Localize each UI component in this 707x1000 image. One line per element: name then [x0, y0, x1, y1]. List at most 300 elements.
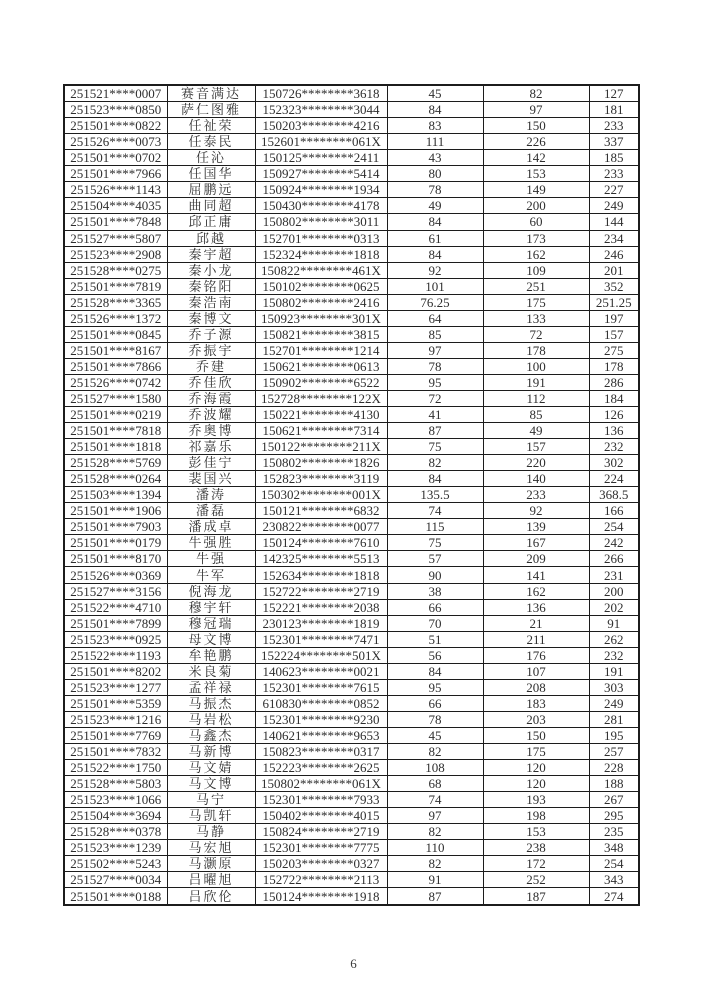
cell-candidate-no: 251501****8202 — [64, 663, 167, 679]
page-number: 6 — [350, 956, 357, 971]
cell-id-number: 150302********001X — [255, 487, 387, 503]
cell-name: 马宁 — [167, 792, 255, 808]
cell-score-2: 85 — [483, 407, 589, 423]
cell-candidate-no: 251501****0188 — [64, 888, 167, 905]
cell-score-1: 75 — [387, 535, 483, 551]
cell-candidate-no: 251501****7819 — [64, 278, 167, 294]
cell-candidate-no: 251501****5359 — [64, 695, 167, 711]
cell-total-score: 343 — [589, 872, 639, 888]
cell-candidate-no: 251527****0034 — [64, 872, 167, 888]
cell-id-number: 150122********211X — [255, 439, 387, 455]
table-row — [64, 535, 639, 551]
cell-score-2: 120 — [483, 776, 589, 792]
cell-name: 牟艳鹏 — [167, 647, 255, 663]
cell-score-2: 175 — [483, 294, 589, 310]
cell-total-score: 195 — [589, 727, 639, 743]
cell-id-number: 142325********5513 — [255, 551, 387, 567]
cell-name: 孟祥禄 — [167, 679, 255, 695]
table-row — [64, 872, 639, 888]
cell-candidate-no: 251526****1372 — [64, 310, 167, 326]
table-row — [64, 519, 639, 535]
cell-score-1: 84 — [387, 246, 483, 262]
cell-name: 屈鹏远 — [167, 182, 255, 198]
cell-name: 潘磊 — [167, 503, 255, 519]
table-row — [64, 711, 639, 727]
cell-id-number: 150121********6832 — [255, 503, 387, 519]
cell-name: 秦铭阳 — [167, 278, 255, 294]
cell-score-2: 21 — [483, 615, 589, 631]
table-row — [64, 246, 639, 262]
cell-id-number: 152728********122X — [255, 390, 387, 406]
cell-name: 乔佳欣 — [167, 374, 255, 390]
table-row — [64, 198, 639, 214]
cell-score-1: 85 — [387, 326, 483, 342]
cell-score-2: 193 — [483, 792, 589, 808]
cell-total-score: 267 — [589, 792, 639, 808]
cell-score-2: 82 — [483, 85, 589, 102]
cell-id-number: 150125********2411 — [255, 150, 387, 166]
cell-score-2: 178 — [483, 342, 589, 358]
table-row — [64, 679, 639, 695]
cell-name: 乔奥博 — [167, 423, 255, 439]
cell-total-score: 191 — [589, 663, 639, 679]
table-row — [64, 294, 639, 310]
cell-score-1: 56 — [387, 647, 483, 663]
cell-score-1: 97 — [387, 808, 483, 824]
cell-score-1: 45 — [387, 727, 483, 743]
table-row — [64, 342, 639, 358]
cell-id-number: 150726********3618 — [255, 85, 387, 102]
cell-score-2: 176 — [483, 647, 589, 663]
cell-id-number: 150823********0317 — [255, 744, 387, 760]
cell-score-2: 112 — [483, 390, 589, 406]
cell-total-score: 303 — [589, 679, 639, 695]
cell-score-1: 38 — [387, 583, 483, 599]
table-row — [64, 85, 639, 102]
cell-score-2: 149 — [483, 182, 589, 198]
cell-total-score: 227 — [589, 182, 639, 198]
cell-candidate-no: 251526****1143 — [64, 182, 167, 198]
cell-candidate-no: 251501****7866 — [64, 358, 167, 374]
cell-score-2: 226 — [483, 134, 589, 150]
cell-candidate-no: 251526****0742 — [64, 374, 167, 390]
cell-candidate-no: 251501****1906 — [64, 503, 167, 519]
cell-score-1: 74 — [387, 792, 483, 808]
cell-score-1: 66 — [387, 695, 483, 711]
cell-id-number: 150203********0327 — [255, 856, 387, 872]
cell-score-2: 150 — [483, 118, 589, 134]
table-row — [64, 150, 639, 166]
cell-candidate-no: 251504****3694 — [64, 808, 167, 824]
cell-score-1: 49 — [387, 198, 483, 214]
cell-total-score: 233 — [589, 118, 639, 134]
table-row — [64, 503, 639, 519]
cell-name: 乔波耀 — [167, 407, 255, 423]
table-row — [64, 792, 639, 808]
cell-id-number: 152223********2625 — [255, 760, 387, 776]
cell-candidate-no: 251523****0925 — [64, 631, 167, 647]
cell-id-number: 152224********501X — [255, 647, 387, 663]
cell-name: 牛军 — [167, 567, 255, 583]
cell-total-score: 181 — [589, 102, 639, 118]
cell-total-score: 232 — [589, 647, 639, 663]
cell-candidate-no: 251521****0007 — [64, 85, 167, 102]
cell-score-1: 66 — [387, 599, 483, 615]
table-row — [64, 744, 639, 760]
cell-score-1: 84 — [387, 102, 483, 118]
cell-name: 马文婧 — [167, 760, 255, 776]
cell-name: 赛音满达 — [167, 85, 255, 102]
cell-name: 秦小龙 — [167, 262, 255, 278]
cell-total-score: 144 — [589, 214, 639, 230]
cell-name: 秦博文 — [167, 310, 255, 326]
cell-candidate-no: 251528****0275 — [64, 262, 167, 278]
cell-score-1: 111 — [387, 134, 483, 150]
cell-score-1: 64 — [387, 310, 483, 326]
cell-total-score: 246 — [589, 246, 639, 262]
cell-score-1: 75 — [387, 439, 483, 455]
cell-score-1: 135.5 — [387, 487, 483, 503]
cell-score-2: 209 — [483, 551, 589, 567]
cell-id-number: 150822********461X — [255, 262, 387, 278]
cell-total-score: 251.25 — [589, 294, 639, 310]
cell-candidate-no: 251501****8170 — [64, 551, 167, 567]
cell-candidate-no: 251523****1216 — [64, 711, 167, 727]
cell-total-score: 302 — [589, 455, 639, 471]
cell-id-number: 140621********9653 — [255, 727, 387, 743]
cell-total-score: 274 — [589, 888, 639, 905]
cell-name: 祁嘉乐 — [167, 439, 255, 455]
table-row — [64, 551, 639, 567]
cell-total-score: 231 — [589, 567, 639, 583]
cell-score-2: 100 — [483, 358, 589, 374]
cell-id-number: 152722********2113 — [255, 872, 387, 888]
cell-id-number: 150824********2719 — [255, 824, 387, 840]
cell-name: 邱正庸 — [167, 214, 255, 230]
cell-score-1: 84 — [387, 471, 483, 487]
cell-total-score: 200 — [589, 583, 639, 599]
cell-id-number: 150923********301X — [255, 310, 387, 326]
cell-id-number: 150927********5414 — [255, 166, 387, 182]
cell-candidate-no: 251501****0219 — [64, 407, 167, 423]
cell-name: 马静 — [167, 824, 255, 840]
table-row — [64, 278, 639, 294]
table-row — [64, 455, 639, 471]
table-row — [64, 824, 639, 840]
table-row — [64, 182, 639, 198]
cell-id-number: 610830********0852 — [255, 695, 387, 711]
cell-score-1: 82 — [387, 824, 483, 840]
cell-candidate-no: 251523****2908 — [64, 246, 167, 262]
cell-score-1: 108 — [387, 760, 483, 776]
cell-name: 米良菊 — [167, 663, 255, 679]
cell-total-score: 91 — [589, 615, 639, 631]
table-row — [64, 118, 639, 134]
cell-name: 裴国兴 — [167, 471, 255, 487]
cell-score-2: 208 — [483, 679, 589, 695]
cell-total-score: 286 — [589, 374, 639, 390]
table-row — [64, 374, 639, 390]
table-row — [64, 439, 639, 455]
cell-id-number: 140623********0021 — [255, 663, 387, 679]
cell-id-number: 152722********2719 — [255, 583, 387, 599]
table-row — [64, 326, 639, 342]
cell-candidate-no: 251522****4710 — [64, 599, 167, 615]
cell-score-1: 78 — [387, 711, 483, 727]
cell-name: 邱越 — [167, 230, 255, 246]
cell-id-number: 150203********4216 — [255, 118, 387, 134]
cell-candidate-no: 251501****0179 — [64, 535, 167, 551]
cell-id-number: 150902********6522 — [255, 374, 387, 390]
table-row — [64, 599, 639, 615]
cell-score-2: 198 — [483, 808, 589, 824]
cell-candidate-no: 251523****1277 — [64, 679, 167, 695]
cell-total-score: 233 — [589, 166, 639, 182]
cell-total-score: 254 — [589, 519, 639, 535]
cell-score-2: 109 — [483, 262, 589, 278]
cell-total-score: 166 — [589, 503, 639, 519]
cell-candidate-no: 251523****1066 — [64, 792, 167, 808]
cell-candidate-no: 251528****0378 — [64, 824, 167, 840]
cell-candidate-no: 251522****1193 — [64, 647, 167, 663]
cell-score-1: 115 — [387, 519, 483, 535]
cell-score-2: 153 — [483, 166, 589, 182]
cell-total-score: 127 — [589, 85, 639, 102]
cell-score-2: 238 — [483, 840, 589, 856]
cell-score-2: 49 — [483, 423, 589, 439]
cell-id-number: 150821********3815 — [255, 326, 387, 342]
cell-score-1: 87 — [387, 423, 483, 439]
cell-id-number: 152301********7615 — [255, 679, 387, 695]
cell-score-2: 150 — [483, 727, 589, 743]
cell-score-2: 133 — [483, 310, 589, 326]
cell-id-number: 230822********0077 — [255, 519, 387, 535]
cell-score-2: 211 — [483, 631, 589, 647]
cell-score-2: 187 — [483, 888, 589, 905]
cell-id-number: 150402********4015 — [255, 808, 387, 824]
cell-candidate-no: 251526****0073 — [64, 134, 167, 150]
cell-score-1: 41 — [387, 407, 483, 423]
cell-score-1: 92 — [387, 262, 483, 278]
cell-score-1: 84 — [387, 663, 483, 679]
cell-score-1: 57 — [387, 551, 483, 567]
cell-score-2: 141 — [483, 567, 589, 583]
cell-score-2: 251 — [483, 278, 589, 294]
table-row — [64, 808, 639, 824]
cell-name: 马文博 — [167, 776, 255, 792]
cell-score-2: 140 — [483, 471, 589, 487]
cell-total-score: 126 — [589, 407, 639, 423]
cell-id-number: 150124********1918 — [255, 888, 387, 905]
cell-score-1: 84 — [387, 214, 483, 230]
cell-candidate-no: 251501****7818 — [64, 423, 167, 439]
cell-candidate-no: 251523****0850 — [64, 102, 167, 118]
cell-total-score: 249 — [589, 695, 639, 711]
cell-candidate-no: 251501****0845 — [64, 326, 167, 342]
cell-name: 萨仁图雅 — [167, 102, 255, 118]
table-row — [64, 695, 639, 711]
cell-id-number: 152701********1214 — [255, 342, 387, 358]
cell-candidate-no: 251528****5769 — [64, 455, 167, 471]
cell-name: 任泰民 — [167, 134, 255, 150]
cell-name: 乔振宇 — [167, 342, 255, 358]
cell-score-1: 43 — [387, 150, 483, 166]
cell-total-score: 234 — [589, 230, 639, 246]
table-row — [64, 166, 639, 182]
table-row — [64, 856, 639, 872]
cell-name: 任国华 — [167, 166, 255, 182]
cell-score-1: 95 — [387, 374, 483, 390]
cell-candidate-no: 251528****5803 — [64, 776, 167, 792]
cell-candidate-no: 251527****1580 — [64, 390, 167, 406]
cell-total-score: 275 — [589, 342, 639, 358]
cell-score-2: 136 — [483, 599, 589, 615]
cell-name: 穆冠瑞 — [167, 615, 255, 631]
cell-name: 马岩松 — [167, 711, 255, 727]
cell-score-1: 76.25 — [387, 294, 483, 310]
cell-id-number: 152323********3044 — [255, 102, 387, 118]
cell-id-number: 150221********4130 — [255, 407, 387, 423]
cell-score-2: 97 — [483, 102, 589, 118]
cell-total-score: 262 — [589, 631, 639, 647]
cell-total-score: 232 — [589, 439, 639, 455]
cell-name: 乔建 — [167, 358, 255, 374]
cell-score-2: 107 — [483, 663, 589, 679]
cell-id-number: 152634********1818 — [255, 567, 387, 583]
cell-name: 潘成卓 — [167, 519, 255, 535]
cell-candidate-no: 251528****0264 — [64, 471, 167, 487]
cell-name: 倪海龙 — [167, 583, 255, 599]
cell-name: 马振杰 — [167, 695, 255, 711]
cell-score-2: 142 — [483, 150, 589, 166]
cell-candidate-no: 251528****3365 — [64, 294, 167, 310]
cell-total-score: 337 — [589, 134, 639, 150]
cell-total-score: 348 — [589, 840, 639, 856]
cell-candidate-no: 251501****0702 — [64, 150, 167, 166]
score-table — [63, 84, 640, 906]
table-row — [64, 567, 639, 583]
cell-total-score: 254 — [589, 856, 639, 872]
cell-id-number: 152301********7775 — [255, 840, 387, 856]
cell-score-1: 101 — [387, 278, 483, 294]
cell-total-score: 242 — [589, 535, 639, 551]
cell-id-number: 152823********3119 — [255, 471, 387, 487]
cell-name: 马凯轩 — [167, 808, 255, 824]
cell-name: 吕曜旭 — [167, 872, 255, 888]
cell-score-1: 51 — [387, 631, 483, 647]
table-row — [64, 262, 639, 278]
cell-name: 吕欣伦 — [167, 888, 255, 905]
cell-score-1: 72 — [387, 390, 483, 406]
cell-score-2: 167 — [483, 535, 589, 551]
cell-id-number: 150924********1934 — [255, 182, 387, 198]
cell-id-number: 150430********4178 — [255, 198, 387, 214]
cell-score-1: 80 — [387, 166, 483, 182]
cell-score-2: 120 — [483, 760, 589, 776]
cell-score-1: 83 — [387, 118, 483, 134]
cell-score-2: 220 — [483, 455, 589, 471]
cell-total-score: 201 — [589, 262, 639, 278]
cell-name: 马新博 — [167, 744, 255, 760]
cell-candidate-no: 251522****1750 — [64, 760, 167, 776]
cell-total-score: 224 — [589, 471, 639, 487]
cell-score-1: 45 — [387, 85, 483, 102]
cell-total-score: 249 — [589, 198, 639, 214]
cell-score-2: 157 — [483, 439, 589, 455]
cell-total-score: 157 — [589, 326, 639, 342]
cell-id-number: 152221********2038 — [255, 599, 387, 615]
cell-score-2: 162 — [483, 246, 589, 262]
cell-name: 秦浩南 — [167, 294, 255, 310]
cell-name: 牛强胜 — [167, 535, 255, 551]
cell-score-1: 95 — [387, 679, 483, 695]
cell-total-score: 368.5 — [589, 487, 639, 503]
table-row — [64, 663, 639, 679]
cell-score-2: 92 — [483, 503, 589, 519]
cell-name: 乔海霞 — [167, 390, 255, 406]
table-row — [64, 358, 639, 374]
cell-id-number: 150802********3011 — [255, 214, 387, 230]
cell-score-1: 70 — [387, 615, 483, 631]
cell-candidate-no: 251523****1239 — [64, 840, 167, 856]
cell-name: 彭佳宁 — [167, 455, 255, 471]
cell-score-2: 203 — [483, 711, 589, 727]
cell-score-1: 90 — [387, 567, 483, 583]
cell-score-1: 82 — [387, 856, 483, 872]
cell-score-1: 82 — [387, 744, 483, 760]
cell-total-score: 197 — [589, 310, 639, 326]
cell-total-score: 235 — [589, 824, 639, 840]
cell-id-number: 150802********061X — [255, 776, 387, 792]
table-row — [64, 631, 639, 647]
cell-name: 任沁 — [167, 150, 255, 166]
cell-score-2: 252 — [483, 872, 589, 888]
cell-candidate-no: 251503****1394 — [64, 487, 167, 503]
cell-score-2: 233 — [483, 487, 589, 503]
cell-candidate-no: 251501****8167 — [64, 342, 167, 358]
cell-total-score: 188 — [589, 776, 639, 792]
cell-id-number: 150621********0613 — [255, 358, 387, 374]
cell-name: 秦宇超 — [167, 246, 255, 262]
cell-name: 马灏原 — [167, 856, 255, 872]
cell-candidate-no: 251501****7899 — [64, 615, 167, 631]
cell-score-2: 175 — [483, 744, 589, 760]
cell-score-1: 110 — [387, 840, 483, 856]
cell-candidate-no: 251501****7832 — [64, 744, 167, 760]
cell-score-1: 78 — [387, 358, 483, 374]
cell-id-number: 152701********0313 — [255, 230, 387, 246]
cell-score-2: 172 — [483, 856, 589, 872]
cell-total-score: 184 — [589, 390, 639, 406]
table-row — [64, 390, 639, 406]
table-row — [64, 134, 639, 150]
cell-name: 牛强 — [167, 551, 255, 567]
cell-id-number: 150102********0625 — [255, 278, 387, 294]
cell-name: 马宏旭 — [167, 840, 255, 856]
cell-id-number: 152301********9230 — [255, 711, 387, 727]
table-row — [64, 310, 639, 326]
cell-candidate-no: 251501****0822 — [64, 118, 167, 134]
cell-id-number: 150124********7610 — [255, 535, 387, 551]
cell-score-2: 183 — [483, 695, 589, 711]
cell-total-score: 228 — [589, 760, 639, 776]
cell-name: 马鑫杰 — [167, 727, 255, 743]
cell-score-1: 82 — [387, 455, 483, 471]
cell-id-number: 150621********7314 — [255, 423, 387, 439]
cell-score-2: 72 — [483, 326, 589, 342]
cell-id-number: 152301********7471 — [255, 631, 387, 647]
cell-candidate-no: 251501****7848 — [64, 214, 167, 230]
